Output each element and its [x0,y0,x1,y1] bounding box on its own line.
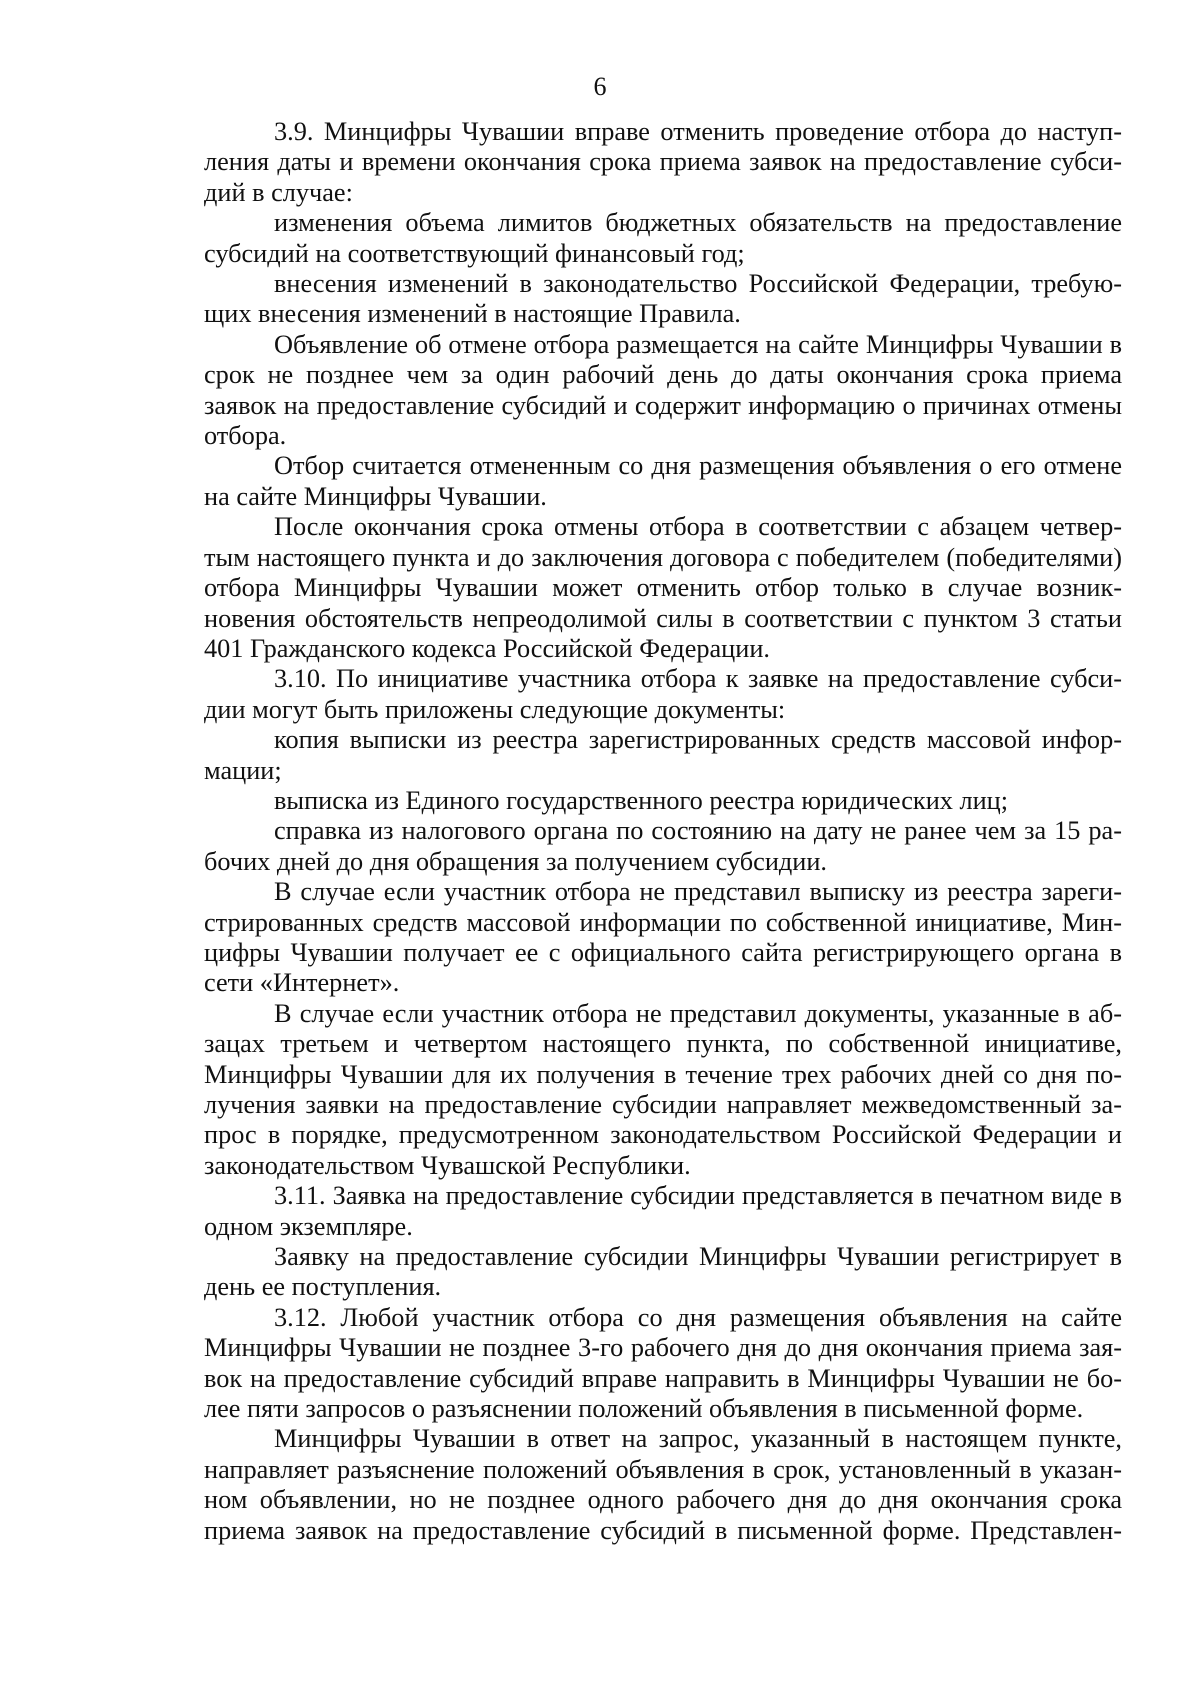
paragraph-tax-certificate: справка из налогового органа по состоянию на дату не ранее чем за 15 рабочих дней до дня обращения за получением субсидии. [204,816,1122,876]
paragraph-egrul-extract: выписка из Единого государственного реестра юридических лиц; [274,785,1009,815]
paragraph-3-9: 3.9. Минцифры Чувашии вправе отменить проведение отбора до наступления даты и времени окончания срока приема заявок на предоставление субсидий в случае: [204,117,1122,207]
paragraph-law-change: внесения изменений в законодательство Российской Федерации, требующих внесения изменений в настоящие Правила. [204,269,1122,329]
page-number: 6 [593,72,607,101]
paragraph-clarification-response: Минцифры Чувашии в ответ на запрос, указанный в настоящем пункте, направляет разъяснение положений объявления в срок, установленный в указанном объявлении, но не позднее одного рабочего дня до дня окончания срока приема заявок на предоставление субсидий в письменной форме. Представлен- [204,1424,1122,1545]
paragraph-media-registry-extract: копия выписки из реестра зарегистрированных средств массовой информации; [204,725,1122,785]
paragraph-limit-change: изменения объема лимитов бюджетных обязательств на предоставление субсидий на соответствующий финансовый год; [204,208,1122,268]
paragraph-force-majeure: После окончания срока отмены отбора в соответствии с абзацем четвертым настоящего пункта и до заключения договора с победителем (победителями) отбора Минцифры Чувашии может отменить отбор только в случае возникновения обстоятельств непреодолимой силы в соответствии с пунктом 3 статьи 401 Гражданского кодекса Российской Федерации. [204,512,1122,663]
paragraph-cancel-announcement: Объявление об отмене отбора размещается на сайте Минцифры Чувашии в срок не позднее чем за один рабочий день до даты окончания срока приема заявок на предоставление субсидий и содержит информацию о причинах отмены отбора. [204,329,1122,451]
document-body [204,117,1122,1546]
paragraph-3-11: 3.11. Заявка на предоставление субсидии представляется в печатном виде в одном экземпляре. [204,1181,1122,1241]
paragraph-3-12: 3.12. Любой участник отбора со дня размещения объявления на сайте Минцифры Чувашии не позднее 3-го рабочего дня до дня окончания приема заявок на предоставление субсидий вправе направить в Минцифры Чувашии не более пяти запросов о разъяснении положений объявления в письменной форме. [204,1302,1122,1424]
paragraph-interdepartmental-request: В случае если участник отбора не представил документы, указанные в абзацах третьем и четвертом настоящего пункта, по собственной инициативе, Минцифры Чувашии для их получения в течение трех рабочих дней со дня получения заявки на предоставление субсидии направляет межведомственный запрос в порядке, предусмотренном законодательством Российской Федерации и законодательством Чувашской Республики. [204,998,1122,1180]
paragraph-3-10: 3.10. По инициативе участника отбора к заявке на предоставление субсидии могут быть приложены следующие документы: [204,664,1122,724]
paragraph-cancel-effective: Отбор считается отмененным со дня размещения объявления о его отмене на сайте Минцифры Чувашии. [204,451,1122,511]
paragraph-registration: Заявку на предоставление субсидии Минцифры Чувашии регистрирует в день ее поступления. [204,1242,1122,1302]
paragraph-registry-not-provided: В случае если участник отбора не представил выписку из реестра зарегистрированных средств массовой информации по собственной инициативе, Минцифры Чувашии получает ее с официального сайта регистрирующего органа в сети «Интернет». [204,877,1122,998]
